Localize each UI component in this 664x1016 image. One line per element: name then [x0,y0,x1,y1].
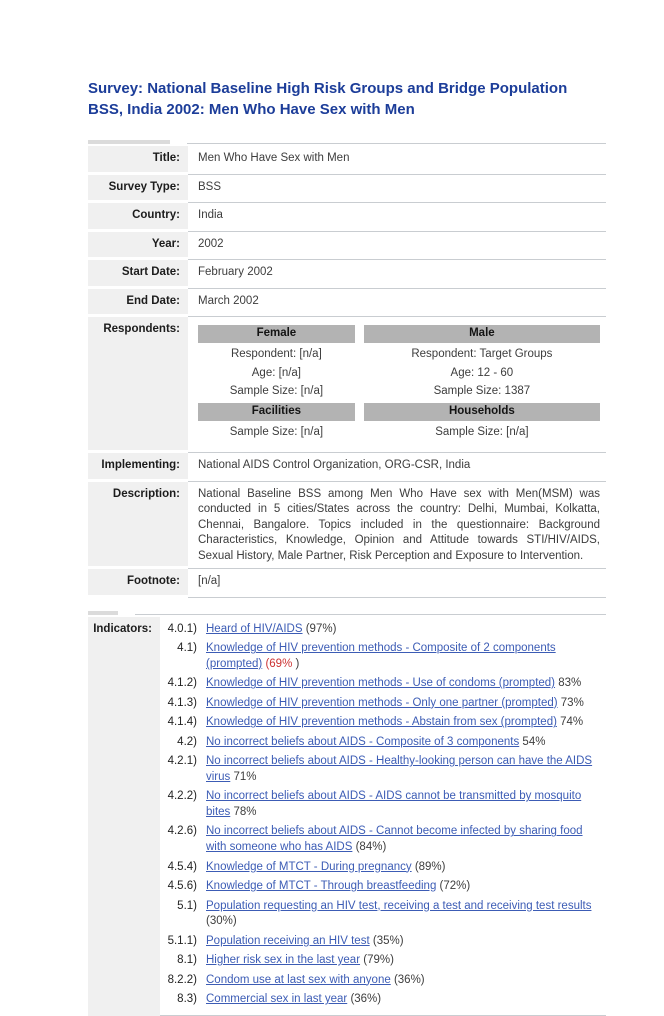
respondent-sample-line-2: Sample Size: [n/a] [435,426,529,439]
indicator-row [162,639,606,674]
indicators-list [160,617,606,1016]
indicator-value: 54% [522,735,546,748]
indicator-value: 83% [558,677,582,690]
row-value: February 2002 [188,260,606,289]
indicator-value: (36%) [393,973,425,986]
indicator-link[interactable]: No incorrect beliefs about AIDS - AIDS cannot be transmitted by mosquito bites [206,790,582,818]
indicator-link[interactable]: Knowledge of MTCT - During pregnancy [206,860,412,873]
indicators-label: Indicators: [88,617,160,1016]
indicators-table [88,611,606,1016]
footnote-value: [n/a] [188,569,606,598]
row-label: Implementing: [88,453,188,482]
detail-rows [88,146,606,317]
indicator-row [162,971,606,991]
description-value: National Baseline BSS among Men Who Have sex with Men(MSM) was conducted in 5 cities/States across the country: Delhi, Mumbai, Kolkatta, Chennai, Bangalore. Topics included in the questionnaire: Background Characteristics, Knowledge, Opinion and Attitude towards STI/HIV/AIDS, Sexual History, Male Partner, Risk Perception and Exposure to Intervention. [188,482,606,570]
indicator-value: (72%) [439,880,471,893]
page-title-line2: BSS, India 2002: Men Who Have Sex with Men [88,101,415,118]
indicator-value: (36%) [350,993,382,1006]
indicator-row [162,713,606,733]
respondent-group-header: Female [198,325,355,343]
indicator-row [162,620,606,640]
indicator-number: 4.2.2) [167,790,197,803]
indicator-link[interactable]: Higher risk sex in the last year [206,954,361,967]
table-row [88,203,606,232]
indicator-row [162,951,606,971]
indicator-number: 4.1.4) [167,716,197,729]
indicator-value: 74% [560,716,584,729]
table-top-border [88,140,606,144]
table-row [88,175,606,204]
row-value: 2002 [188,232,606,261]
indicator-value: (69% [265,657,293,670]
indicator-number: 8.3) [177,993,197,1006]
indicator-row [162,858,606,878]
indicator-row [162,932,606,952]
indicator-row [162,733,606,753]
respondents-value [188,317,606,453]
table-row-description [88,482,606,570]
respondent-age-line: Age: 12 - 60 [450,366,514,379]
indicator-value-tail: ) [292,657,300,670]
indicator-link[interactable]: No incorrect beliefs about AIDS - Composite of 3 components [206,735,520,748]
table-row [88,260,606,289]
respondent-age-line: Age: [n/a] [251,366,301,379]
respondents-grid [198,322,600,448]
row-label: Start Date: [88,260,188,289]
row-label: Survey Type: [88,175,188,204]
indicator-number: 4.2) [177,735,197,748]
respondent-group-header-2: Households [364,403,600,421]
table-row-footnote [88,569,606,598]
table-top-border [88,611,606,615]
implementing-value: National AIDS Control Organization, ORG-CSR, India [188,453,606,482]
indicator-value: (97%) [305,622,337,635]
indicator-number: 4.1) [177,642,197,655]
indicator-link[interactable]: Condom use at last sex with anyone [206,973,391,986]
row-label: Year: [88,232,188,261]
indicator-number: 4.5.4) [167,860,197,873]
indicator-value: 71% [233,770,257,783]
indicator-link[interactable]: Knowledge of HIV prevention methods - Only one partner (prompted) [206,696,558,709]
indicator-row [162,694,606,714]
indicator-link[interactable]: Population requesting an HIV test, receiving a test and receiving test results [206,899,592,912]
indicator-number: 4.0.1) [167,622,197,635]
indicator-number: 8.2.2) [167,973,197,986]
indicator-row [162,897,606,932]
indicator-row [162,877,606,897]
page-title-line1: Survey: National Baseline High Risk Groups and Bridge Population [88,80,568,97]
respondent-column [364,323,600,442]
respondent-line: Respondent: Target Groups [411,348,553,361]
indicator-link[interactable]: Knowledge of MTCT - Through breastfeeding [206,880,437,893]
indicator-link[interactable]: Population receiving an HIV test [206,934,370,947]
indicator-value: 78% [233,805,257,818]
indicator-number: 4.2.1) [167,755,197,768]
row-value: Men Who Have Sex with Men [188,146,606,175]
respondent-column [198,323,355,442]
row-label: Description: [88,482,188,570]
indicator-link[interactable]: Knowledge of HIV prevention methods - Composite of 2 components (prompted) [206,642,556,670]
indicator-link[interactable]: Knowledge of HIV prevention methods - Use of condoms (prompted) [206,677,556,690]
indicator-link[interactable]: No incorrect beliefs about AIDS - Cannot become infected by sharing food with someone who has AIDS [206,825,583,853]
indicator-number: 5.1.1) [167,934,197,947]
row-value: March 2002 [188,289,606,318]
indicator-link[interactable]: No incorrect beliefs about AIDS - Healthy-looking person can have the AIDS virus [206,755,593,783]
respondent-sample-line-2: Sample Size: [n/a] [229,426,324,439]
survey-details-table [88,140,606,598]
row-label: Footnote: [88,569,188,598]
row-label: Country: [88,203,188,232]
indicator-number: 4.2.6) [167,825,197,838]
respondent-line: Respondent: [n/a] [230,348,322,361]
table-row [88,289,606,318]
indicator-link[interactable]: Heard of HIV/AIDS [206,622,303,635]
indicator-row [162,990,606,1010]
indicator-row [162,674,606,694]
indicator-value: (89%) [414,860,446,873]
indicator-row [162,752,606,787]
indicator-number: 5.1) [177,899,197,912]
indicator-value: (30%) [206,915,237,928]
row-label: End Date: [88,289,188,318]
indicator-number: 4.5.6) [167,880,197,893]
indicator-value: 73% [560,696,584,709]
indicator-number: 8.1) [177,954,197,967]
page-title [88,78,606,120]
row-label: Title: [88,146,188,175]
indicator-row [162,787,606,822]
row-label: Respondents: [88,317,188,453]
indicator-link[interactable]: Commercial sex in last year [206,993,348,1006]
indicator-number: 4.1.3) [167,696,197,709]
indicator-value: (79%) [363,954,394,967]
row-value: India [188,203,606,232]
respondent-group-header-2: Facilities [198,403,355,421]
table-row-respondents [88,317,606,453]
row-value: BSS [188,175,606,204]
table-row-implementing [88,453,606,482]
indicator-value: (84%) [355,840,387,853]
respondent-group-header: Male [364,325,600,343]
indicator-link[interactable]: Knowledge of HIV prevention methods - Abstain from sex (prompted) [206,716,557,729]
indicator-row [162,822,606,857]
table-row [88,232,606,261]
indicator-number: 4.1.2) [167,677,197,690]
indicator-value: (35%) [372,934,404,947]
respondent-sample-line: Sample Size: 1387 [433,385,531,398]
table-row [88,146,606,175]
respondent-sample-line: Sample Size: [n/a] [229,385,324,398]
